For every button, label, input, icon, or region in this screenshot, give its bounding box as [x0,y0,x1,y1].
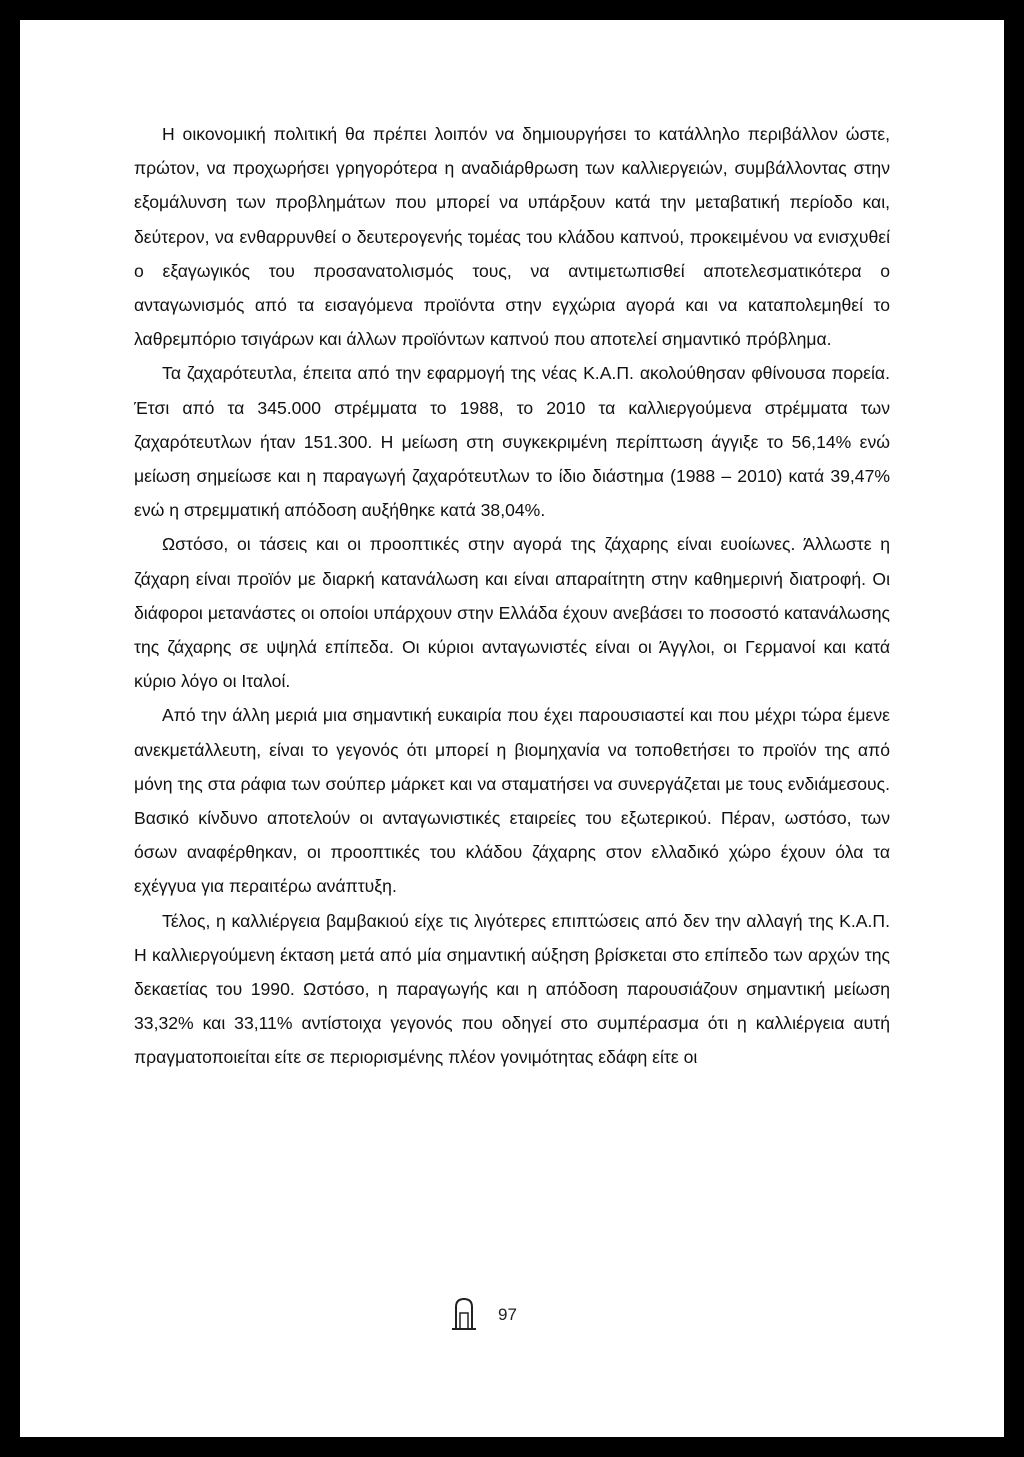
paragraph-5: Τέλος, η καλλιέργεια βαμβακιού είχε τις λιγότερες επιπτώσεις από δεν την αλλαγή της Κ.Α.Π. Η καλλιεργούμενη έκταση μετά από μία σημαντική αύξηση βρίσκεται στο επίπεδο των αρχών της δεκαετίας του 1990. Ωστόσο, η παραγωγής και η απόδοση παρουσιάζουν σημαντική μείωση 33,32% και 33,11% αντίστοιχα γεγονός που οδηγεί στο συμπέρασμα ότι η καλλιέργεια αυτή πραγματοποιείται είτε σε περιορισμένης πλέον γονιμότητας εδάφη είτε οι [134,910,890,1068]
paragraph-2: Τα ζαχαρότευτλα, έπειτα από την εφαρμογή της νέας Κ.Α.Π. ακολούθησαν φθίνουσα πορεία. Έτσι από τα 345.000 στρέμματα το 1988, το 2010 τα καλλιεργούμενα στρέμματα των ζαχαρότευτλων ήταν 151.300. Η μείωση στη συγκεκριμένη περίπτωση άγγιξε το 56,14% ενώ μείωση σημείωσε και η παραγωγή ζαχαρότευτλων το ίδιο διάστημα (1988 – 2010) κατά 39,47% ενώ η στρεμματική απόδοση αυξήθηκε κατά 38,04%. [134,363,890,521]
paragraph-3: Ωστόσο, οι τάσεις και οι προοπτικές στην αγορά της ζάχαρης είναι ευοίωνες. Άλλωστε η ζάχαρη είναι προϊόν με διαρκή κατανάλωση και είναι απαραίτητη στην καθημερινή διατροφή. Οι διάφοροι μετανάστες οι οποίοι υπάρχουν στην Ελλάδα έχουν ανεβάσει το ποσοστό κατανάλωσης της ζάχαρης σε υψηλά επίπεδα. Οι κύριοι ανταγωνιστές είναι οι Άγγλοι, οι Γερμανοί και κατά κύριο λόγο οι Ιταλοί. [134,534,890,692]
paragraph-4: Από την άλλη μεριά μια σημαντική ευκαιρία που έχει παρουσιαστεί και που μέχρι τώρα έμενε ανεκμετάλλευτη, είναι το γεγονός ότι μπορεί η βιομηχανία να τοποθετήσει το προϊόν της από μόνη της στα ράφια των σούπερ μάρκετ και να σταματήσει να συνεργάζεται με τους ενδιάμεσους. Βασικό κίνδυνο αποτελούν οι ανταγωνιστικές εταιρείες του εξωτερικού. Πέραν, ωστόσο, των όσων αναφέρθηκαν, οι προοπτικές του κλάδου ζάχαρης στον ελλαδικό χώρο έχουν όλα τα εχέγγυα για περαιτέρω ανάπτυξη. [134,705,890,897]
document-page [20,20,1004,1437]
page-footer [440,1275,580,1345]
paragraph-1: Η οικονομική πολιτική θα πρέπει λοιπόν να δημιουργήσει το κατάλληλο περιβάλλον ώστε, πρώτον, να προχωρήσει γρηγορότερα η αναδιάρθρωση των καλλιεργειών, συμβάλλοντας στην εξομάλυνση των προβλημάτων που μπορεί να υπάρξουν κατά την μεταβατική περίοδο και, δεύτερον, να ενθαρρυνθεί ο δευτερογενής τομέας του κλάδου καπνού, προκειμένου να ενισχυθεί ο εξαγωγικός του προσανατολισμός τους, να αντιμετωπισθεί αποτελεσματικότερα ο ανταγωνισμός από τα εισαγόμενα προϊόντα στην εγχώρια αγορά και να καταπολεμηθεί το λαθρεμπόριο τσιγάρων και άλλων προϊόντων καπνού που αποτελεί σημαντικό πρόβλημα. [134,124,890,350]
body-text [134,117,890,1075]
page-number: 97 [498,1305,517,1324]
institution-logo-icon [450,1295,480,1331]
